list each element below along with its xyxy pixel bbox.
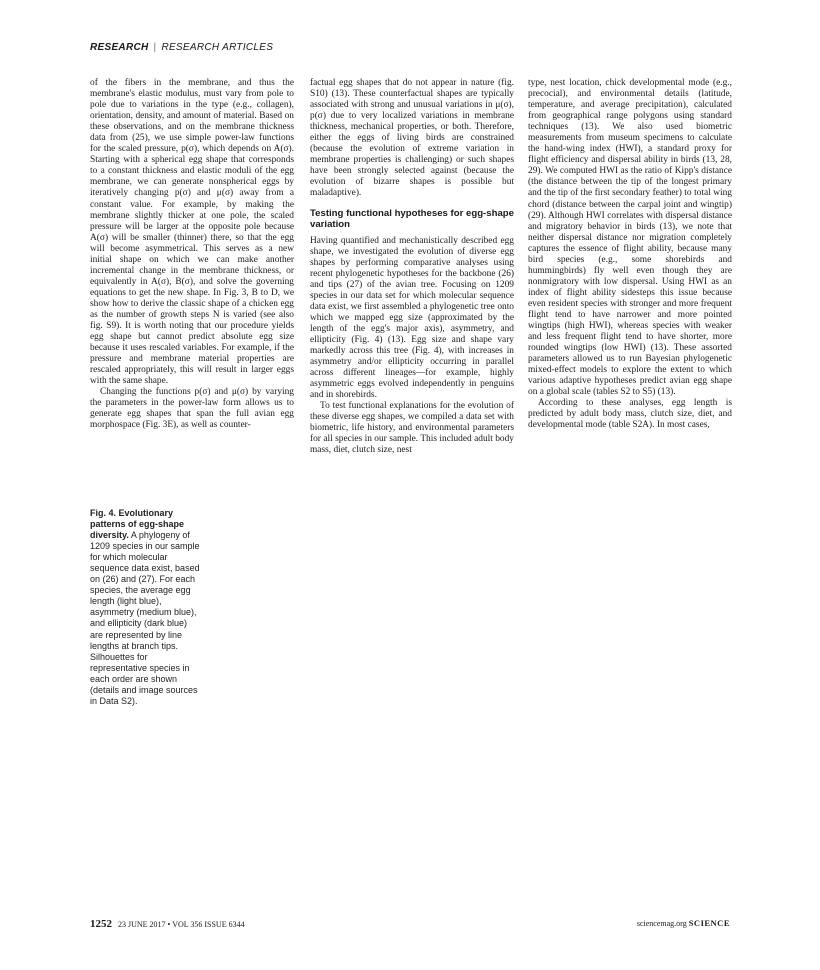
footer-right [637, 918, 730, 928]
col1-paragraph-1: of the fibers in the membrane, and thus the membrane's elastic modulus, must vary from pole to pole due to variations in the type (e.g., collagen), orientation, density, and amount of material. Based on these observations, and on the membrane thickness data from (25), we use simple power-law functions for the scaled pressure, p(σ), which depends on A(σ). Starting with a spherical egg shape that corresponds to a constant thickness and elastic moduli of the egg membrane, we can generate nonspherical eggs by iteratively changing p(σ) and μ(σ) away from a constant value. For example, by making the membrane slightly thicker at one pole, the scaled pressure will be larger at the opposite pole because A(σ) will be smaller (thinner) there, so that the egg will become asymmetrical. This serves as a new initial shape on which we can make another incremental change in the membrane thickness, or equivalently in A(σ), B(σ), and solve the governing equations to get the new shape. In Fig. 3, B to D, we show how to derive the classic shape of a chicken egg as the number of growth steps N is varied (see also fig. S9). It is worth noting that our procedure yields egg shape but cannot predict absolute egg size because it uses rescaled variables. For example, if the pressure and membrane material properties are rescaled appropriately, this will result in larger eggs with the same shape. [90, 78, 294, 387]
col1-paragraph-2: Changing the functions p(σ) and μ(σ) by varying the parameters in the power-law form allows us to generate egg shapes that span the full avian egg morphospace (Fig. 3E), as well as counter- [90, 387, 294, 431]
caption-body: A phylogeny of 1209 species in our sample for which molecular sequence data exist, based on (26) and (27). For each species, the average egg length (light blue), asymmetry (medium blue), and ellipticity (dark blue) are represented by line lengths at branch tips. Silhouettes for representative species in each order are shown (details and image sources in Data S2). [90, 530, 200, 706]
page-number: 1252 [90, 918, 112, 930]
col2-paragraph-3: To test functional explanations for the evolution of these diverse egg shapes, we compiled a data set with biometric, life history, and environmental parameters for all species in our sample. This included adult body mass, diet, clutch size, nest [310, 401, 514, 456]
col3-paragraph-1: type, nest location, chick developmental mode (e.g., precocial), and environmental details (latitude, temperature, and average precipitation), calculated from geographical range polygons using standard techniques (13). We also used biometric measurements from museum specimens to calculate the hand-wing index (HWI), a standard proxy for flight efficiency and dispersal ability in birds (13, 28, 29). We computed HWI as the ratio of Kipp's distance (the distance between the tip of the longest primary and the tip of the first secondary feather) to total wing chord (distance between the carpal joint and wingtip) (29). Although HWI correlates with dispersal distance and migratory behavior in birds (13), we note that neither dispersal distance nor migration completely captures the essence of flight ability, because many bird species (e.g., some shorebirds and hummingbirds) fly well even though they are nonmigratory with low dispersal. Using HWI as an index of flight ability sidesteps this issue because even resident species with stronger and more frequent flight tend to have narrower and more pointed wingtips (high HWI), whereas species with weaker and less frequent flight tend to have shorter, more rounded wingtips (low HWI) (13). These assorted parameters allowed us to run Bayesian phylogenetic mixed-effect models to explore the extent to which various adaptive hypotheses predict avian egg shape on a global scale (tables S2 to S5) (13). [528, 78, 732, 398]
col3-paragraph-2: According to these analyses, egg length is predicted by adult body mass, clutch size, diet, and developmental mode (table S2A). In most cases, [528, 398, 732, 431]
section-subheading: Testing functional hypotheses for egg-shape variation [310, 207, 514, 230]
section-label: RESEARCH [90, 42, 149, 53]
header-separator: | [153, 42, 157, 53]
running-header [90, 42, 273, 53]
col2-paragraph-2: Having quantified and mechanistically described egg shape, we investigated the evolution of diverse egg shapes by performing comparative analyses using recent phylogenetic hypotheses for the backbone (26) and tips (27) of the avian tree. Focusing on 1209 species in our data set for which molecular sequence data exist, we first assembled a phylogenetic tree onto which we mapped egg size (approximated by the length of the egg's major axis), asymmetry, and ellipticity (Fig. 4) (13). Egg size and shape vary markedly across this tree (Fig. 4), with increases in asymmetry and/or ellipticity occurring in parallel across different lineages—for example, highly asymmetric eggs evolved independently in penguins and in shorebirds. [310, 235, 514, 401]
journal-name: SCIENCE [688, 918, 730, 928]
text-column-1 [90, 78, 294, 432]
subsection-label: RESEARCH ARTICLES [161, 42, 274, 53]
footer-left [90, 918, 245, 930]
text-column-3 [528, 78, 732, 432]
issue-info: 23 JUNE 2017 • VOL 356 ISSUE 6344 [118, 920, 245, 929]
text-column-2 [310, 78, 514, 456]
figure-caption [90, 508, 200, 707]
caption-title: Fig. 4. Evolutionary patterns of egg-shape diversity. [90, 508, 185, 541]
site-name: sciencemag.org [636, 919, 687, 928]
col2-paragraph-1: factual egg shapes that do not appear in nature (fig. S10) (13). These counterfactual shapes are typically associated with strong and unusual variations in μ(σ), p(σ) due to very localized variations in membrane thickness, mechanical properties, or both. Therefore, either the eggs of living birds are constrained (because the evolution of extreme variation in membrane properties is challenging) or such shapes have been strongly selected against (because the evolution of bizarre shapes is possible but maladaptive). [310, 78, 514, 199]
